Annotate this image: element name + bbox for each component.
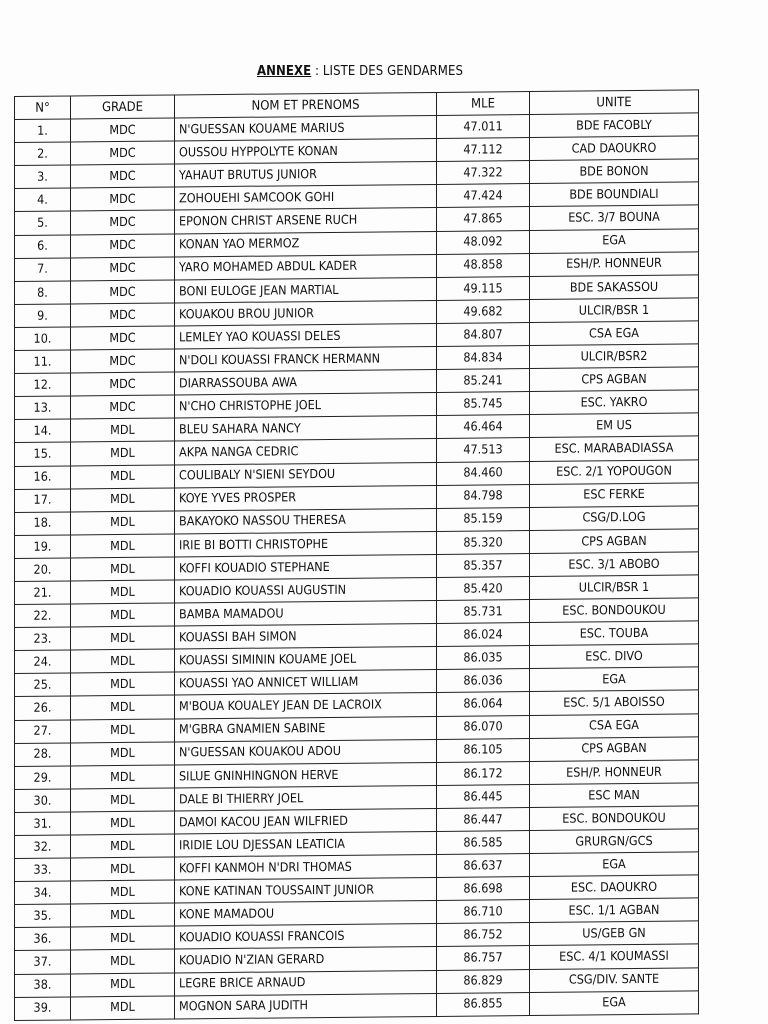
row-mle: 84.834	[437, 346, 530, 370]
header-number: N°	[15, 96, 71, 120]
row-name: KOUADIO KOUASSI AUGUSTIN	[175, 577, 437, 603]
row-unit: ESC. 4/1 KOUMASSI	[530, 944, 699, 969]
row-name: KONAN YAO MERMOZ	[175, 231, 437, 257]
header-mle: MLE	[437, 92, 530, 116]
row-grade: MDL	[71, 903, 175, 927]
row-unit: ESC. BONDOUKOU	[530, 598, 699, 623]
row-grade: MDC	[71, 349, 175, 373]
title-separator: :	[311, 64, 323, 79]
row-name: KOUASSI BAH SIMON	[175, 624, 437, 650]
row-unit: ESC. BONDOUKOU	[530, 806, 699, 831]
row-number: 25.	[15, 673, 71, 697]
annexe-label: ANNEXE	[257, 64, 312, 79]
row-mle: 49.115	[437, 276, 530, 300]
row-grade: MDL	[71, 418, 175, 442]
header-name: NOM ET PRENOMS	[175, 92, 437, 118]
row-number: 18.	[15, 512, 71, 536]
row-number: 21.	[15, 581, 71, 605]
row-name: N'GUESSAN KOUAKOU ADOU	[175, 739, 437, 765]
row-unit: EGA	[530, 667, 699, 692]
row-grade: MDL	[71, 464, 175, 488]
row-number: 22.	[15, 604, 71, 628]
row-grade: MDC	[71, 326, 175, 350]
row-unit: ESH/P. HONNEUR	[530, 252, 699, 277]
row-grade: MDC	[71, 257, 175, 281]
row-grade: MDL	[71, 996, 175, 1020]
row-name: MOGNON SARA JUDITH	[175, 993, 437, 1019]
title-text: LISTE DES GENDARMES	[322, 64, 463, 79]
row-grade: MDL	[71, 603, 175, 627]
row-mle: 85.320	[437, 530, 530, 554]
page-title	[0, 64, 720, 79]
row-number: 23.	[15, 627, 71, 651]
row-number: 32.	[15, 835, 71, 859]
row-name: COULIBALY N'SIENI SEYDOU	[175, 462, 437, 488]
row-mle: 86.172	[437, 761, 530, 785]
row-unit: ULCIR/BSR2	[530, 344, 699, 369]
row-number: 26.	[15, 696, 71, 720]
row-unit: CSG/DIV. SANTE	[530, 967, 699, 992]
row-unit: GRURGN/GCS	[530, 829, 699, 854]
row-number: 37.	[15, 950, 71, 974]
row-name: SILUE GNINHINGNON HERVE	[175, 762, 437, 788]
row-unit: BDE FACOBLY	[530, 113, 699, 138]
row-number: 7.	[15, 258, 71, 282]
row-mle: 85.241	[437, 369, 530, 393]
row-grade: MDC	[71, 118, 175, 142]
row-unit: ESC. TOUBA	[530, 621, 699, 646]
row-name: BLEU SAHARA NANCY	[175, 416, 437, 442]
row-unit: CPS AGBAN	[530, 737, 699, 762]
row-name: AKPA NANGA CEDRIC	[175, 439, 437, 465]
row-grade: MDL	[71, 580, 175, 604]
header-grade: GRADE	[71, 95, 175, 119]
row-name: KONE KATINAN TOUSSAINT JUNIOR	[175, 878, 437, 904]
row-mle: 85.159	[437, 507, 530, 531]
row-number: 38.	[15, 974, 71, 998]
row-mle: 86.105	[437, 738, 530, 762]
row-grade: MDL	[71, 811, 175, 835]
row-name: KOUASSI YAO ANNICET WILLIAM	[175, 670, 437, 696]
row-unit: ESC. 5/1 ABOISSO	[530, 690, 699, 715]
row-name: KOUAKOU BROU JUNIOR	[175, 300, 437, 326]
row-name: BAKAYOKO NASSOU THERESA	[175, 508, 437, 534]
row-mle: 86.698	[437, 877, 530, 901]
row-grade: MDC	[71, 372, 175, 396]
row-mle: 86.445	[437, 784, 530, 808]
row-unit: CSA EGA	[530, 713, 699, 738]
row-grade: MDC	[71, 303, 175, 327]
row-name: M'BOUA KOUALEY JEAN DE LACROIX	[175, 693, 437, 719]
row-grade: MDC	[71, 141, 175, 165]
row-unit: ESC. DAOUKRO	[530, 875, 699, 900]
row-unit: ESC. MARABADIASSA	[530, 436, 699, 461]
row-number: 36.	[15, 927, 71, 951]
row-name: ZOHOUEHI SAMCOOK GOHI	[175, 185, 437, 211]
row-number: 9.	[15, 304, 71, 328]
row-grade: MDL	[71, 765, 175, 789]
row-name: M'GBRA GNAMIEN SABINE	[175, 716, 437, 742]
row-mle: 84.798	[437, 484, 530, 508]
row-grade: MDL	[71, 695, 175, 719]
row-grade: MDL	[71, 742, 175, 766]
row-mle: 86.064	[437, 692, 530, 716]
row-mle: 86.829	[437, 969, 530, 993]
row-grade: MDL	[71, 534, 175, 558]
row-name: DALE BI THIERRY JOEL	[175, 785, 437, 811]
row-number: 14.	[15, 419, 71, 443]
row-name: KOUADIO KOUASSI FRANCOIS	[175, 924, 437, 950]
row-number: 11.	[15, 350, 71, 374]
row-name: LEMLEY YAO KOUASSI DELES	[175, 323, 437, 349]
row-grade: MDL	[71, 626, 175, 650]
row-number: 4.	[15, 188, 71, 212]
row-unit: EM US	[530, 413, 699, 438]
row-unit: CPS AGBAN	[530, 529, 699, 554]
row-number: 16.	[15, 465, 71, 489]
row-unit: EGA	[530, 228, 699, 253]
row-mle: 84.460	[437, 461, 530, 485]
row-unit: CAD DAOUKRO	[530, 136, 699, 161]
row-number: 31.	[15, 812, 71, 836]
row-grade: MDC	[71, 210, 175, 234]
row-mle: 86.035	[437, 646, 530, 670]
row-unit: BDE BONON	[530, 159, 699, 184]
gendarmes-table	[14, 89, 699, 1020]
row-number: 29.	[15, 766, 71, 790]
row-mle: 85.745	[437, 392, 530, 416]
row-mle: 86.855	[437, 992, 530, 1016]
row-name: KOFFI KANMOH N'DRI THOMAS	[175, 855, 437, 881]
row-name: KOUASSI SIMININ KOUAME JOEL	[175, 647, 437, 673]
row-mle: 86.447	[437, 807, 530, 831]
row-unit: CSA EGA	[530, 321, 699, 346]
row-unit: BDE SAKASSOU	[530, 275, 699, 300]
row-number: 12.	[15, 373, 71, 397]
row-number: 34.	[15, 881, 71, 905]
row-name: N'CHO CHRISTOPHE JOEL	[175, 393, 437, 419]
row-mle: 48.092	[437, 230, 530, 254]
row-mle: 85.420	[437, 577, 530, 601]
row-name: DIARRASSOUBA AWA	[175, 370, 437, 396]
row-mle: 47.112	[437, 138, 530, 162]
row-name: BONI EULOGE JEAN MARTIAL	[175, 277, 437, 303]
row-name: KONE MAMADOU	[175, 901, 437, 927]
row-unit: EGA	[530, 991, 699, 1016]
row-number: 13.	[15, 396, 71, 420]
row-name: KOFFI KOUADIO STEPHANE	[175, 554, 437, 580]
row-grade: MDL	[71, 649, 175, 673]
row-unit: US/GEB GN	[530, 921, 699, 946]
row-number: 19.	[15, 535, 71, 559]
row-number: 3.	[15, 165, 71, 189]
row-name: IRIDIE LOU DJESSAN LEATICIA	[175, 831, 437, 857]
row-unit: ESC FERKE	[530, 483, 699, 508]
row-mle: 47.424	[437, 184, 530, 208]
row-name: YARO MOHAMED ABDUL KADER	[175, 254, 437, 280]
row-number: 8.	[15, 281, 71, 305]
row-mle: 48.858	[437, 253, 530, 277]
row-grade: MDL	[71, 672, 175, 696]
row-unit: ESC. 1/1 AGBAN	[530, 898, 699, 923]
row-number: 35.	[15, 904, 71, 928]
row-grade: MDC	[71, 187, 175, 211]
row-mle: 49.682	[437, 299, 530, 323]
header-unit: UNITE	[530, 90, 699, 115]
row-mle: 86.710	[437, 900, 530, 924]
row-grade: MDL	[71, 926, 175, 950]
row-grade: MDL	[71, 880, 175, 904]
row-name: KOYE YVES PROSPER	[175, 485, 437, 511]
row-name: BAMBA MAMADOU	[175, 601, 437, 627]
row-grade: MDL	[71, 834, 175, 858]
row-name: N'DOLI KOUASSI FRANCK HERMANN	[175, 346, 437, 372]
row-number: 20.	[15, 558, 71, 582]
row-mle: 86.637	[437, 854, 530, 878]
row-number: 2.	[15, 142, 71, 166]
row-unit: ESC. 3/1 ABOBO	[530, 552, 699, 577]
row-mle: 85.357	[437, 553, 530, 577]
row-grade: MDC	[71, 164, 175, 188]
row-number: 15.	[15, 442, 71, 466]
row-mle: 86.585	[437, 831, 530, 855]
row-mle: 86.752	[437, 923, 530, 947]
row-unit: EGA	[530, 852, 699, 877]
row-grade: MDL	[71, 511, 175, 535]
row-number: 24.	[15, 650, 71, 674]
row-unit: ESH/P. HONNEUR	[530, 760, 699, 785]
row-grade: MDC	[71, 280, 175, 304]
table-body	[15, 113, 699, 1020]
row-mle: 47.513	[437, 438, 530, 462]
row-number: 17.	[15, 489, 71, 513]
row-number: 1.	[15, 119, 71, 143]
row-name: N'GUESSAN KOUAME MARIUS	[175, 116, 437, 142]
row-number: 39.	[15, 997, 71, 1021]
row-unit: CSG/D.LOG	[530, 506, 699, 531]
row-unit: CPS AGBAN	[530, 367, 699, 392]
row-mle: 86.070	[437, 715, 530, 739]
row-name: KOUADIO N'ZIAN GERARD	[175, 947, 437, 973]
row-name: EPONON CHRIST ARSENE RUCH	[175, 208, 437, 234]
row-unit: BDE BOUNDIALI	[530, 182, 699, 207]
row-mle: 86.036	[437, 669, 530, 693]
row-name: YAHAUT BRUTUS JUNIOR	[175, 162, 437, 188]
row-grade: MDL	[71, 857, 175, 881]
row-name: DAMOI KACOU JEAN WILFRIED	[175, 808, 437, 834]
row-grade: MDL	[71, 488, 175, 512]
row-unit: ESC MAN	[530, 783, 699, 808]
row-mle: 86.757	[437, 946, 530, 970]
row-mle: 47.322	[437, 161, 530, 185]
row-unit: ESC. DIVO	[530, 644, 699, 669]
row-mle: 86.024	[437, 623, 530, 647]
row-unit: ULCIR/BSR 1	[530, 298, 699, 323]
row-grade: MDL	[71, 557, 175, 581]
row-number: 6.	[15, 235, 71, 259]
row-grade: MDL	[71, 441, 175, 465]
row-grade: MDL	[71, 788, 175, 812]
row-grade: MDL	[71, 973, 175, 997]
row-name: IRIE BI BOTTI CHRISTOPHE	[175, 531, 437, 557]
row-number: 5.	[15, 211, 71, 235]
row-unit: ULCIR/BSR 1	[530, 575, 699, 600]
row-mle: 84.807	[437, 322, 530, 346]
row-grade: MDL	[71, 949, 175, 973]
row-mle: 46.464	[437, 415, 530, 439]
row-unit: ESC. YAKRO	[530, 390, 699, 415]
row-number: 28.	[15, 743, 71, 767]
row-grade: MDL	[71, 718, 175, 742]
row-name: OUSSOU HYPPOLYTE KONAN	[175, 139, 437, 165]
row-number: 33.	[15, 858, 71, 882]
row-mle: 47.011	[437, 115, 530, 139]
row-number: 27.	[15, 719, 71, 743]
row-mle: 47.865	[437, 207, 530, 231]
row-unit: ESC. 3/7 BOUNA	[530, 205, 699, 230]
row-mle: 85.731	[437, 600, 530, 624]
row-grade: MDC	[71, 234, 175, 258]
row-name: LEGRE BRICE ARNAUD	[175, 970, 437, 996]
row-number: 10.	[15, 327, 71, 351]
row-unit: ESC. 2/1 YOPOUGON	[530, 459, 699, 484]
row-grade: MDC	[71, 395, 175, 419]
row-number: 30.	[15, 789, 71, 813]
